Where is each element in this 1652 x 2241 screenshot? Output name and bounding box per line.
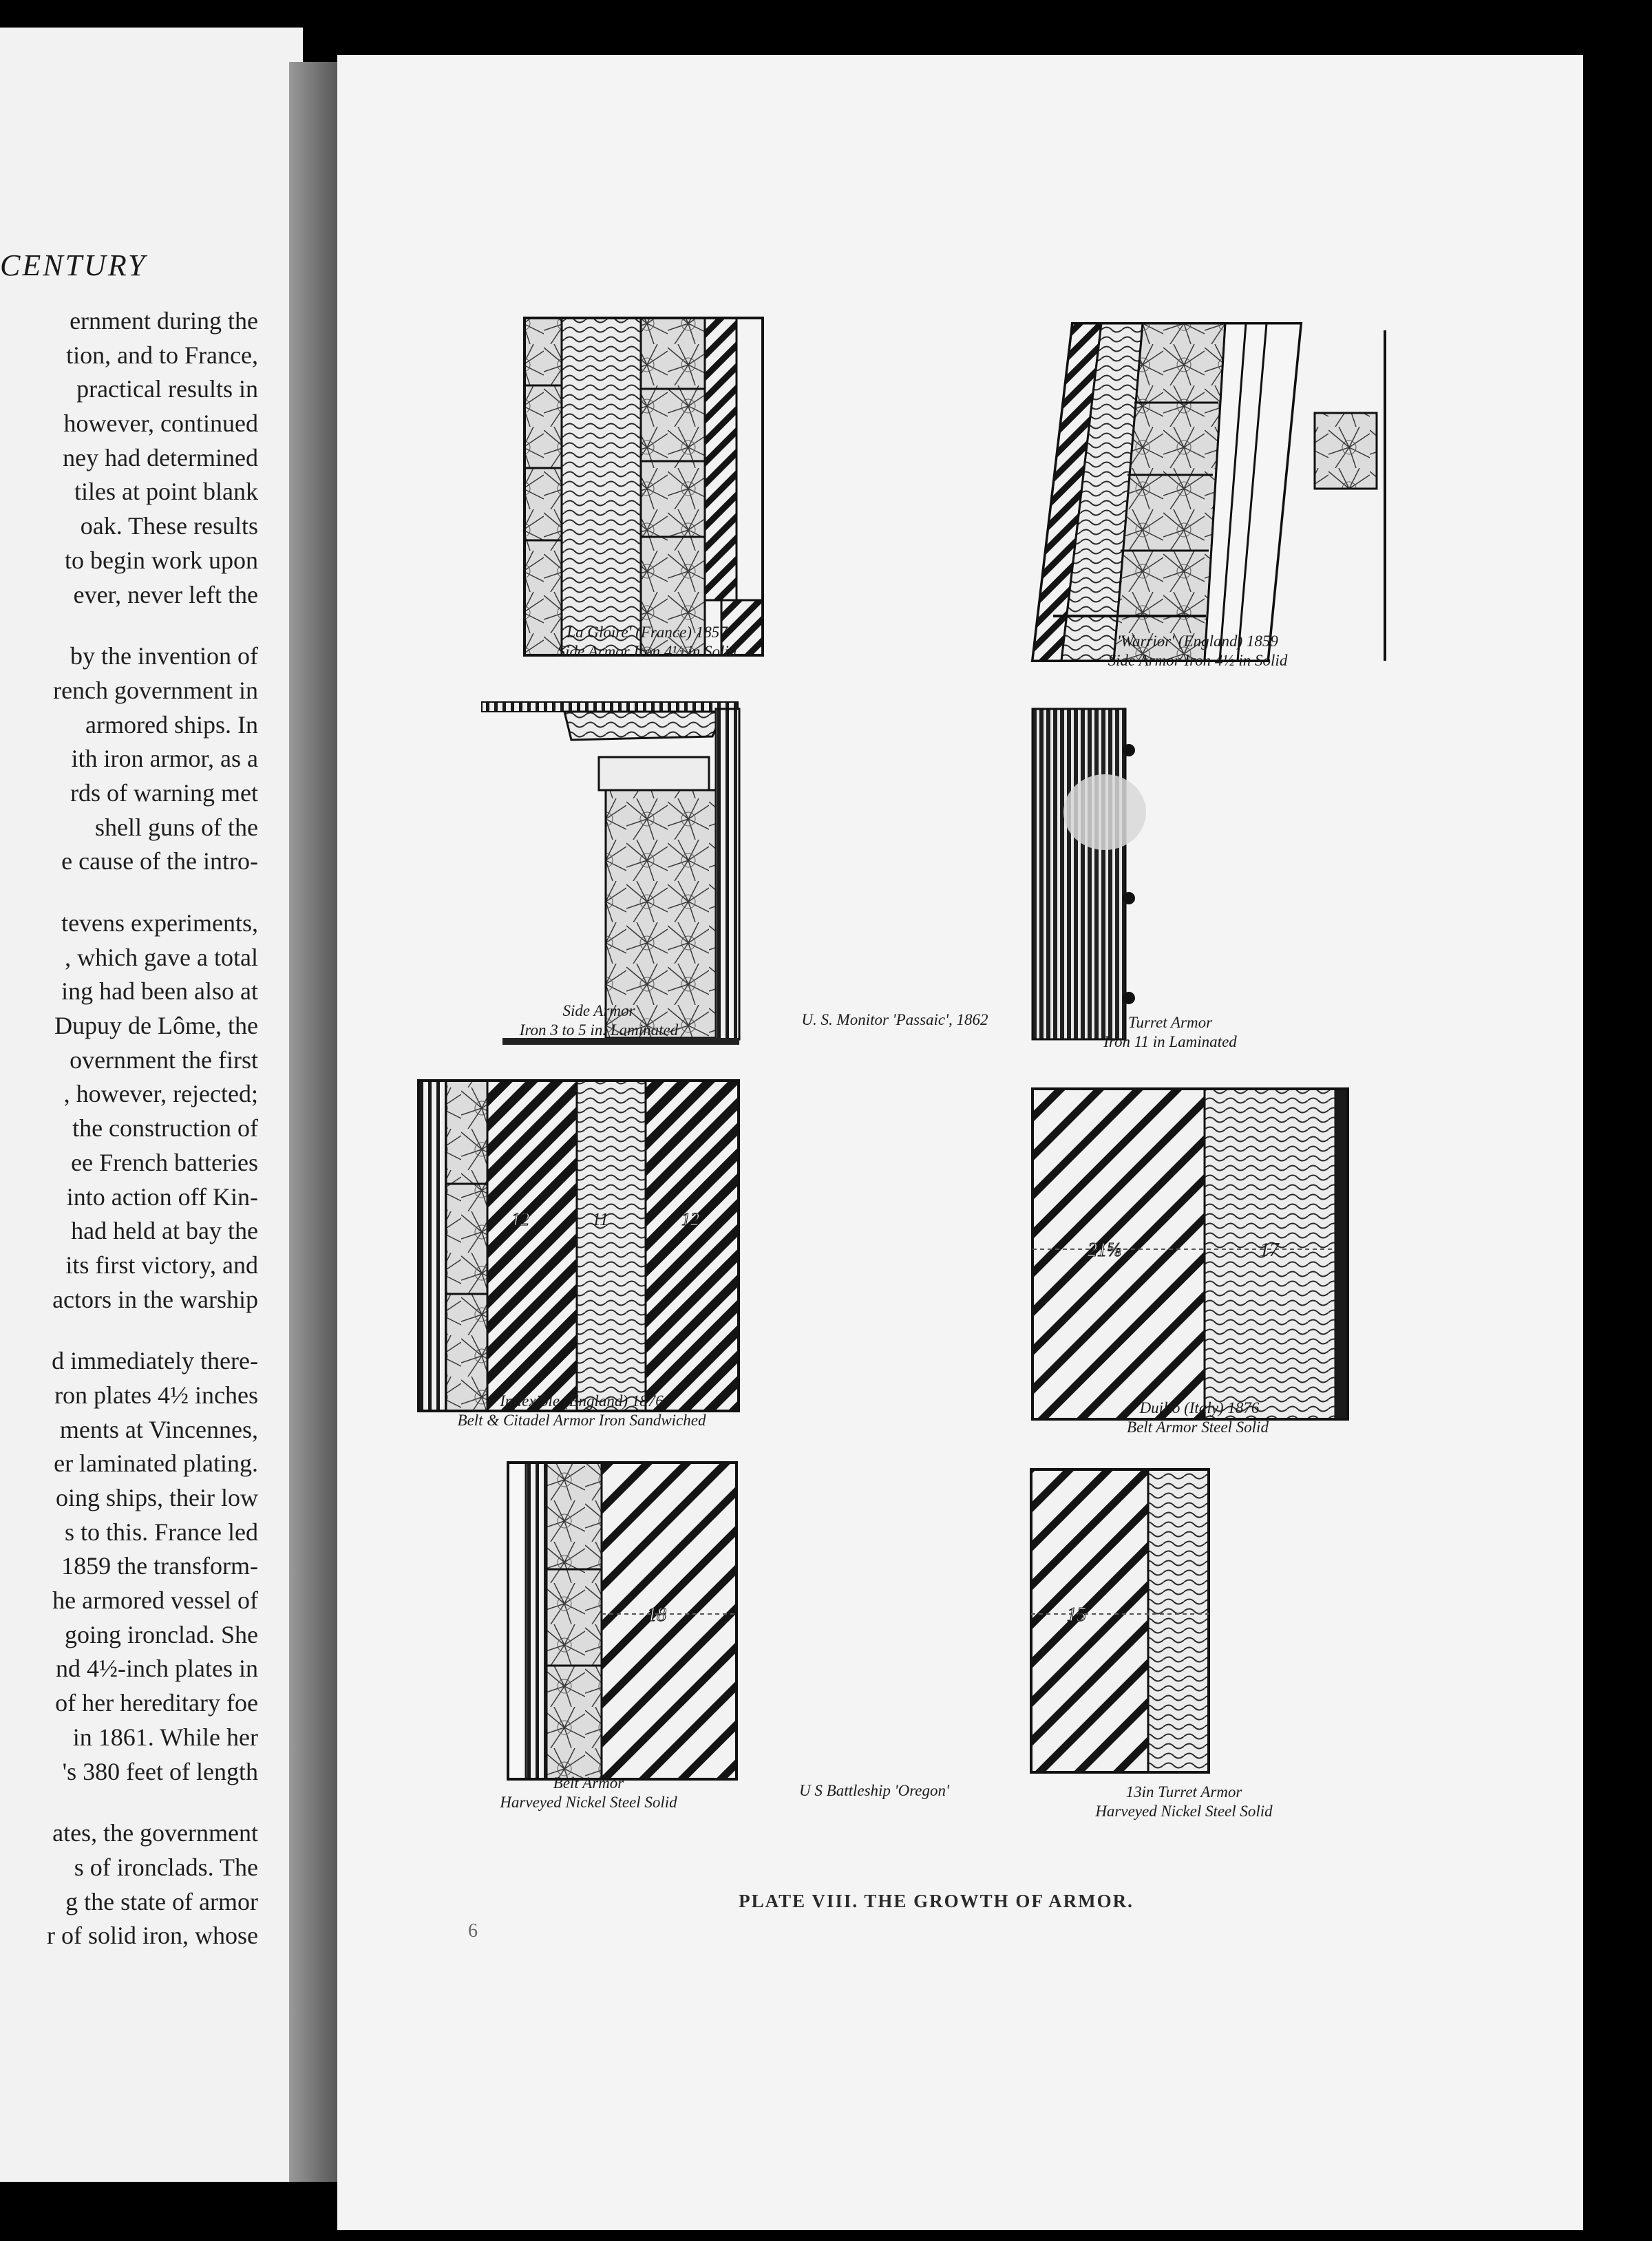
gloire-caption <box>496 623 798 661</box>
passaic-turret-figure <box>1032 709 1146 1039</box>
left-page-line: he armored vessel of <box>52 1586 258 1615</box>
right-page <box>337 55 1583 2230</box>
left-page-line: tevens experiments, <box>61 909 258 937</box>
left-page-line: shell guns of the <box>95 813 258 841</box>
page-number: 6 <box>468 1920 478 1942</box>
gloire-caption-name: La Gloire' (France) 1857 <box>566 624 728 641</box>
left-page-line: s of ironclads. The <box>74 1853 258 1881</box>
left-page-line: the construction of <box>72 1114 258 1143</box>
left-page-line: ments at Vincennes, <box>59 1415 258 1443</box>
left-page-line: e cause of the intro- <box>61 847 258 875</box>
left-page-line <box>0 879 258 906</box>
left-page-line: oing ships, their low <box>56 1484 258 1511</box>
left-page-line: rench government in <box>53 676 258 704</box>
inflexible-caption <box>403 1392 761 1430</box>
oregon-turret-caption <box>1026 1783 1342 1821</box>
warrior-caption-desc: Side Armor Iron 4½ in Solid <box>1108 652 1288 669</box>
passaic-ship-name: U. S. Monitor 'Passaic', 1862 <box>801 1011 988 1028</box>
oregon-turret-caption-desc: Harveyed Nickel Steel Solid <box>1095 1803 1273 1820</box>
oregon-belt-figure <box>508 1463 737 1779</box>
left-page-line: nd 4½-inch plates in <box>56 1655 258 1683</box>
left-page-line: Dupuy de Lôme, the <box>54 1012 258 1040</box>
oregon-belt-caption-desc: Harveyed Nickel Steel Solid <box>500 1794 677 1811</box>
left-page-line: into action off Kin- <box>66 1182 258 1211</box>
passaic-ship-caption <box>743 1010 1046 1030</box>
gloire-figure <box>525 318 763 655</box>
oregon-belt-label: 18 <box>647 1604 666 1626</box>
left-page-line: r of solid iron, whose <box>47 1922 258 1950</box>
plate-title: PLATE VIII. THE GROWTH OF ARMOR. <box>739 1891 1134 1911</box>
left-page-line: , however, rejected; <box>63 1080 258 1108</box>
oregon-ship-name: U S Battleship 'Oregon' <box>799 1782 949 1799</box>
gloire-caption-desc: Side Armor Iron 4½ in Solid <box>557 643 737 660</box>
left-page-line: s to this. France led <box>65 1518 258 1546</box>
oregon-turret-label: 15 <box>1067 1604 1086 1626</box>
left-page-line: ith iron armor, as a <box>71 745 258 773</box>
left-page-line: ing had been also at <box>61 977 258 1006</box>
oregon-belt-caption-name: Belt Armor <box>553 1774 624 1792</box>
warrior-figure <box>1032 323 1385 661</box>
left-page-line: going ironclad. She <box>65 1620 258 1648</box>
left-page-line <box>0 1317 258 1344</box>
inflexible-label-right: 12 <box>681 1209 699 1229</box>
passaic-side-armor-figure <box>482 702 739 1045</box>
inflexible-caption-desc: Belt & Citadel Armor Iron Sandwiched <box>457 1412 706 1429</box>
left-page-line: rds of warning met <box>70 778 258 807</box>
duilio-caption <box>1032 1399 1363 1437</box>
left-page-line: in 1861. While her <box>72 1723 258 1751</box>
left-page-line: by the invention of <box>70 642 258 670</box>
left-page-line: tiles at point blank <box>74 478 258 506</box>
left-page-line: ernment during the <box>70 307 258 334</box>
warrior-caption <box>1026 632 1370 670</box>
passaic-side-caption-name: Side Armor <box>562 1002 635 1019</box>
left-page-line: practical results in <box>76 375 258 403</box>
left-page-line: overnment the first <box>70 1045 258 1074</box>
duilio-figure <box>1032 1089 1348 1419</box>
passaic-turret-caption-name: Turret Armor <box>1127 1014 1213 1031</box>
passaic-side-caption-desc: Iron 3 to 5 in. Laminated <box>519 1021 679 1039</box>
left-page-text <box>0 304 258 1953</box>
inflexible-label-mid: 11 <box>592 1209 609 1229</box>
passaic-side-caption <box>475 1001 723 1040</box>
left-page-line: 1859 the transform- <box>61 1552 258 1580</box>
left-page-line: to begin work upon <box>65 546 258 574</box>
warrior-caption-name: 'Warrior' (England) 1859 <box>1117 633 1278 650</box>
left-page-line: ever, never left the <box>73 580 258 608</box>
oregon-belt-caption <box>454 1774 723 1812</box>
armor-plate-figures <box>337 55 1583 1872</box>
duilio-caption-desc: Belt Armor Steel Solid <box>1127 1419 1269 1436</box>
inflexible-figure <box>419 1081 739 1411</box>
passaic-turret-caption <box>1046 1013 1294 1052</box>
running-head: CENTURY <box>0 248 147 282</box>
inflexible-label-left: 12 <box>511 1209 529 1229</box>
left-page-line: 's 380 feet of length <box>62 1757 258 1785</box>
duilio-caption-name: 'Duilio (Italy) 1876 <box>1136 1399 1260 1416</box>
left-page-line: tion, and to France, <box>66 341 258 369</box>
left-page-line: actors in the warship <box>52 1285 258 1313</box>
left-page-line: g the state of armor <box>65 1887 258 1915</box>
duilio-label-wood: 17 <box>1260 1240 1279 1261</box>
left-page-line: d immediately there- <box>52 1347 258 1375</box>
left-page-line: er laminated plating. <box>54 1449 258 1478</box>
left-page-line: ates, the government <box>52 1819 258 1847</box>
left-page-line: armored ships. In <box>85 710 258 739</box>
left-page-line: ron plates 4½ inches <box>54 1381 258 1409</box>
left-page <box>0 28 303 2182</box>
left-page-line: oak. These results <box>80 512 258 540</box>
left-page-line: its first victory, and <box>65 1251 258 1279</box>
left-page-line <box>0 612 258 639</box>
left-page-line: of her hereditary foe <box>55 1689 258 1717</box>
left-page-line <box>0 1789 258 1816</box>
left-page-line: ney had determined <box>63 443 258 471</box>
oregon-turret-figure <box>1031 1469 1209 1772</box>
oregon-turret-caption-name: 13in Turret Armor <box>1125 1783 1242 1801</box>
left-page-line: ee French batteries <box>71 1148 258 1176</box>
passaic-turret-caption-desc: Iron 11 in Laminated <box>1103 1033 1237 1050</box>
left-page-line: had held at bay the <box>71 1217 258 1245</box>
left-page-line: , which gave a total <box>65 943 258 971</box>
duilio-label-steel: 21⅝ <box>1088 1240 1121 1261</box>
left-page-line: however, continued <box>63 410 258 438</box>
oregon-ship-caption <box>730 1781 1019 1801</box>
inflexible-caption-name: Inflexible (England) 1876 <box>500 1392 664 1410</box>
